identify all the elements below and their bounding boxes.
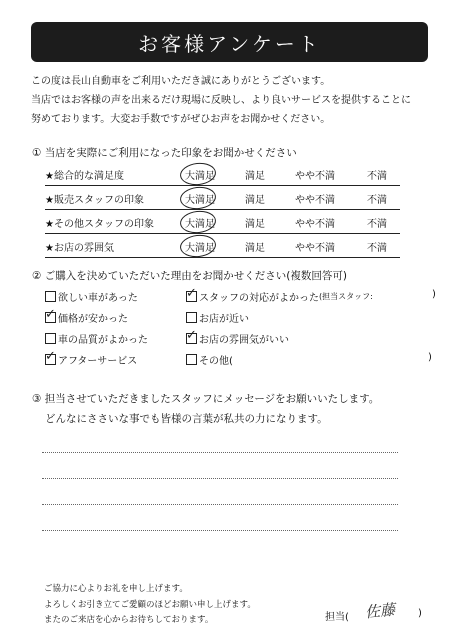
option-dissatisfied[interactable]: 不満 <box>367 195 387 206</box>
rating-table <box>45 162 400 258</box>
rating-label: ★総合的な満足度 <box>45 171 124 182</box>
option-very-satisfied[interactable]: 大満足 <box>185 171 215 182</box>
reason-label: お店が近い <box>199 314 249 325</box>
message-line[interactable] <box>42 530 398 531</box>
close-paren: ) <box>428 352 432 363</box>
staff-note: (担当スタッフ: <box>319 292 373 301</box>
option-satisfied[interactable]: 満足 <box>245 243 265 254</box>
option-very-satisfied[interactable]: 大満足 <box>185 243 215 254</box>
reason-label: お店の雰囲気がいい <box>199 335 289 346</box>
footer-text <box>44 582 256 629</box>
reason-label: 価格が安かった <box>58 314 128 325</box>
reason-checkbox[interactable] <box>45 349 138 367</box>
option-slightly-dissatisfied[interactable]: やや不満 <box>295 171 335 182</box>
option-satisfied[interactable]: 満足 <box>245 171 265 182</box>
footer-line: ご協力に心よりお礼を申し上げます。 <box>44 584 188 594</box>
checkbox-unchecked[interactable] <box>45 333 56 344</box>
option-satisfied[interactable]: 満足 <box>245 219 265 230</box>
checkbox-unchecked[interactable] <box>186 354 197 365</box>
message-line[interactable] <box>42 504 398 505</box>
staff-close-paren: ) <box>418 608 422 619</box>
reason-checkbox[interactable] <box>186 286 373 304</box>
reason-label: その他( <box>199 356 233 367</box>
option-very-satisfied[interactable]: 大満足 <box>185 219 215 230</box>
close-paren: ) <box>432 289 436 300</box>
option-satisfied[interactable]: 満足 <box>245 195 265 206</box>
q2-heading: ② ご購入を決めていただいた理由をお聞かせください(複数回答可) <box>32 270 347 282</box>
checkbox-unchecked[interactable] <box>45 291 56 302</box>
q3-heading: ③ 担当させていただきましたスタッフにメッセージをお願いいたします。 <box>32 393 380 405</box>
check-mark-icon: ✓ <box>45 307 56 322</box>
footer-line: よろしくお引き立てご愛顧のほどお願い申し上げます。 <box>44 599 256 610</box>
staff-label: 担当( <box>325 612 349 623</box>
reason-checkbox[interactable] <box>45 307 128 325</box>
intro-line: 努めております。大変お手数ですがぜひお声をお聞かせください。 <box>31 114 331 125</box>
checkbox-unchecked[interactable] <box>186 312 197 323</box>
reason-label: 欲しい車があった <box>58 293 138 304</box>
checkbox-checked[interactable] <box>45 349 56 365</box>
option-very-satisfied[interactable]: 大満足 <box>185 195 215 206</box>
footer-line: またのご来店を心からお待ちしております。 <box>44 615 214 625</box>
q3-subheading: どんなにささいな事でも皆様の言葉が私共の力になります。 <box>45 413 328 425</box>
message-line[interactable] <box>42 478 398 479</box>
rating-row <box>45 186 400 210</box>
rating-row <box>45 234 400 258</box>
check-mark-icon: ✓ <box>186 328 197 343</box>
q1-heading: ① 当店を実際にご利用になった印象をお聞かせください <box>32 147 297 159</box>
check-mark-icon: ✓ <box>45 349 56 364</box>
checkbox-checked[interactable] <box>186 328 197 344</box>
rating-label: ★販売スタッフの印象 <box>45 195 144 206</box>
message-line[interactable] <box>42 452 398 453</box>
staff-signature: 佐藤 <box>364 600 396 622</box>
reason-checkbox[interactable] <box>45 289 138 304</box>
reason-label: スタッフの対応がよかった <box>199 293 319 304</box>
option-slightly-dissatisfied[interactable]: やや不満 <box>295 195 335 206</box>
intro-line: 当店ではお客様の声を出来るだけ現場に反映し、より良いサービスを提供することに <box>31 95 411 106</box>
reason-checkbox[interactable] <box>186 310 249 325</box>
reason-checkbox[interactable] <box>186 328 289 346</box>
reason-label: 車の品質がよかった <box>58 335 148 346</box>
reason-checkbox[interactable] <box>45 331 148 346</box>
option-slightly-dissatisfied[interactable]: やや不満 <box>295 219 335 230</box>
page-title: お客様アンケート <box>138 31 321 56</box>
check-mark-icon: ✓ <box>186 286 197 301</box>
rating-row <box>45 162 400 186</box>
option-dissatisfied[interactable]: 不満 <box>367 219 387 230</box>
option-slightly-dissatisfied[interactable]: やや不満 <box>295 243 335 254</box>
checkbox-checked[interactable] <box>186 286 197 302</box>
rating-label: ★その他スタッフの印象 <box>45 219 154 230</box>
intro-line: この度は長山自動車をご利用いただき誠にありがとうございます。 <box>31 76 331 87</box>
intro-text <box>31 72 431 129</box>
option-dissatisfied[interactable]: 不満 <box>367 243 387 254</box>
checkbox-checked[interactable] <box>45 307 56 323</box>
rating-label: ★お店の雰囲気 <box>45 243 114 254</box>
option-dissatisfied[interactable]: 不満 <box>367 171 387 182</box>
reason-checkbox[interactable] <box>186 352 233 367</box>
title-banner <box>31 22 428 62</box>
rating-row <box>45 210 400 234</box>
reason-label: アフターサービス <box>58 356 138 367</box>
